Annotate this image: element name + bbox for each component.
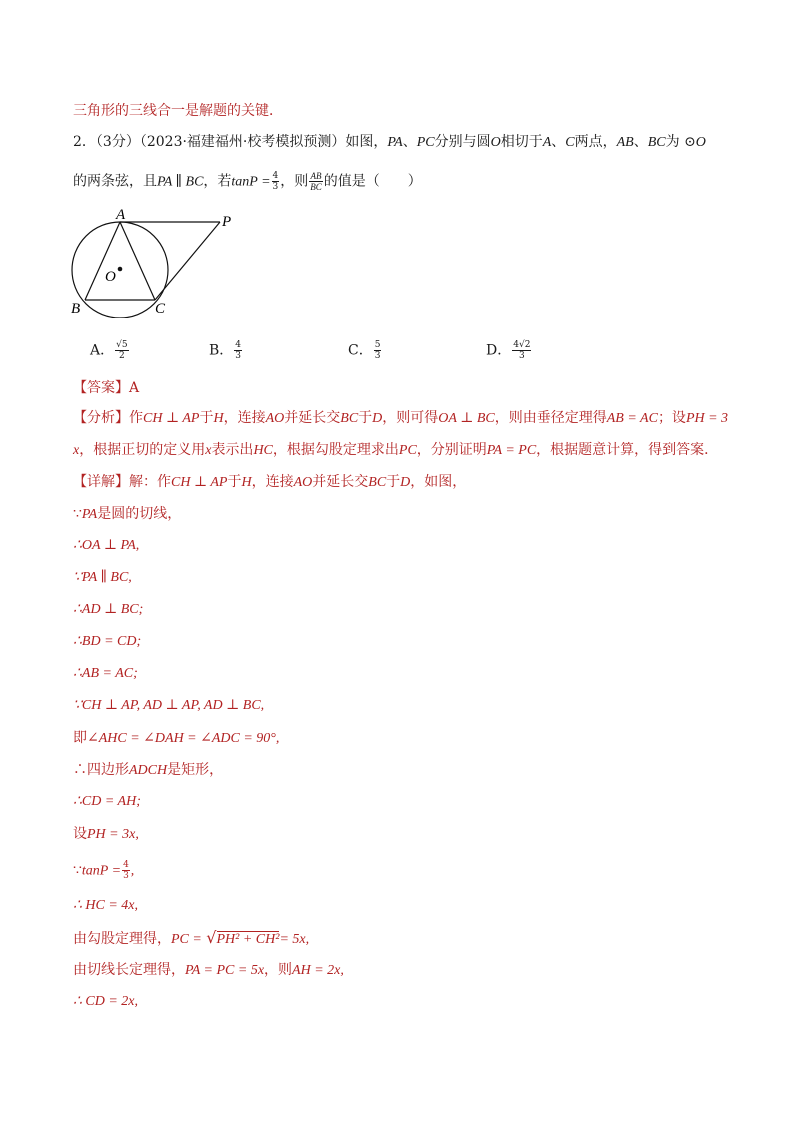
stem-text: 的两条弦，且 xyxy=(73,173,157,190)
segment-pc xyxy=(155,222,220,300)
sqrt-radicand: PH² + CH² xyxy=(216,932,280,947)
answer-line xyxy=(73,378,139,398)
question-stem-line-1 xyxy=(73,132,706,153)
step-7: ∵CH ⊥ AP, AD ⊥ AP, AD ⊥ BC, xyxy=(73,698,265,713)
stem-text: 、 xyxy=(633,134,648,150)
step-9: ∴四边形ADCH是矩形， xyxy=(73,762,224,778)
stem-text: 相切于 xyxy=(500,134,543,150)
segment-ab xyxy=(85,222,120,300)
stem-text: 的值是（ ） xyxy=(323,173,422,190)
math-ab: AB xyxy=(616,135,634,150)
step-13: ∴ HC = 4x, xyxy=(73,898,139,913)
question-score: （3分） xyxy=(95,134,140,150)
step-3: ∵PA ∥ BC, xyxy=(73,570,132,585)
circle-symbol: ⊙ xyxy=(684,134,696,150)
segment-ac xyxy=(120,222,155,300)
center-point-o xyxy=(118,267,123,272)
math-a: A xyxy=(542,135,552,150)
answer-tag: 【答案】 xyxy=(73,380,129,396)
label-c: C xyxy=(155,301,166,317)
step-14: 由勾股定理得，PC = √PH² + CH²= 5x, xyxy=(73,928,310,947)
detail-line-1: 【详解】解：作CH ⊥ AP于H，连接AO并延长交BC于D，如图， xyxy=(73,474,467,490)
label-b: B xyxy=(71,301,81,317)
option-d[interactable]: D． $\frac{4√2}{3}$ xyxy=(486,340,531,361)
label-a: A xyxy=(116,207,126,223)
math-tan: tanP = xyxy=(231,174,271,190)
stem-text: 如图， xyxy=(345,134,388,150)
analysis-tag: 【分析】 xyxy=(73,410,129,426)
math-o: O xyxy=(695,135,706,150)
analysis-line-2: x，根据正切的定义用x表示出HC，根据勾股定理求出PC，分别证明PA = PC，根据题意计算，得到答案． xyxy=(73,442,719,458)
step-1: ∵PA是圆的切线， xyxy=(73,506,182,522)
math-c: C xyxy=(565,135,575,150)
question-source: （2023·福建福州·校考模拟预测） xyxy=(139,134,346,150)
analysis-line-1: 【分析】作CH ⊥ AP于H，连接AO并延长交BC于D，则可得OA ⊥ BC，则由垂径定理得AB = AC；设PH = 3 xyxy=(73,410,729,426)
question-stem-line-2 xyxy=(73,171,422,193)
option-a[interactable]: A． $\frac{√5}{2}$ xyxy=(90,340,128,361)
step-5: ∴BD = CD; xyxy=(73,634,142,649)
math-pc: PC xyxy=(416,135,435,150)
stem-text: 分别与圆 xyxy=(434,134,491,150)
geometry-figure xyxy=(66,203,246,318)
step-16: ∴ CD = 2x, xyxy=(73,994,139,1009)
stem-text: 两点， xyxy=(574,134,617,150)
math-parallel: PA ∥ BC xyxy=(157,174,204,190)
step-8: 即∠AHC = ∠DAH = ∠ADC = 90°, xyxy=(73,730,280,746)
label-p: P xyxy=(222,214,232,230)
sqrt-symbol: √ xyxy=(206,928,217,947)
stem-text: ，则 xyxy=(280,173,309,190)
option-c[interactable]: C． $\frac{5}{3}$ xyxy=(348,340,381,361)
stem-text: 、 xyxy=(402,134,417,150)
fraction-four-thirds: $\frac{4}{3}$ xyxy=(123,860,129,881)
fraction-ab-bc: $\frac{AB}{BC}$ xyxy=(310,171,322,192)
option-b[interactable]: B． $\frac{4}{3}$ xyxy=(209,340,242,361)
math-bc: BC xyxy=(647,135,666,150)
detail-tag: 【详解】 xyxy=(73,474,129,490)
step-2: ∴OA ⊥ PA, xyxy=(73,538,140,553)
math-o: O xyxy=(490,135,501,150)
step-10: ∴CD = AH; xyxy=(73,794,141,809)
stem-text: ，若 xyxy=(203,173,232,190)
step-12: ∵tanP = $\frac{4}{3}$ , xyxy=(73,860,135,881)
top-note: 三角形的三线合一是解题的关键． xyxy=(73,103,283,119)
stem-text: 、 xyxy=(551,134,566,150)
math-pa: PA xyxy=(387,135,403,150)
question-number: 2． xyxy=(73,134,96,150)
fraction-four-thirds: $\frac{4}{3}$ xyxy=(272,171,279,192)
step-15: 由切线长定理得，PA = PC = 5x，则AH = 2x, xyxy=(73,962,344,978)
label-o: O xyxy=(105,269,116,285)
answer-value: A xyxy=(129,380,140,396)
step-4: ∴AD ⊥ BC; xyxy=(73,602,144,617)
step-6: ∴AB = AC; xyxy=(73,666,138,681)
step-11: 设PH = 3x, xyxy=(73,826,139,842)
stem-text: 为 xyxy=(665,134,680,150)
